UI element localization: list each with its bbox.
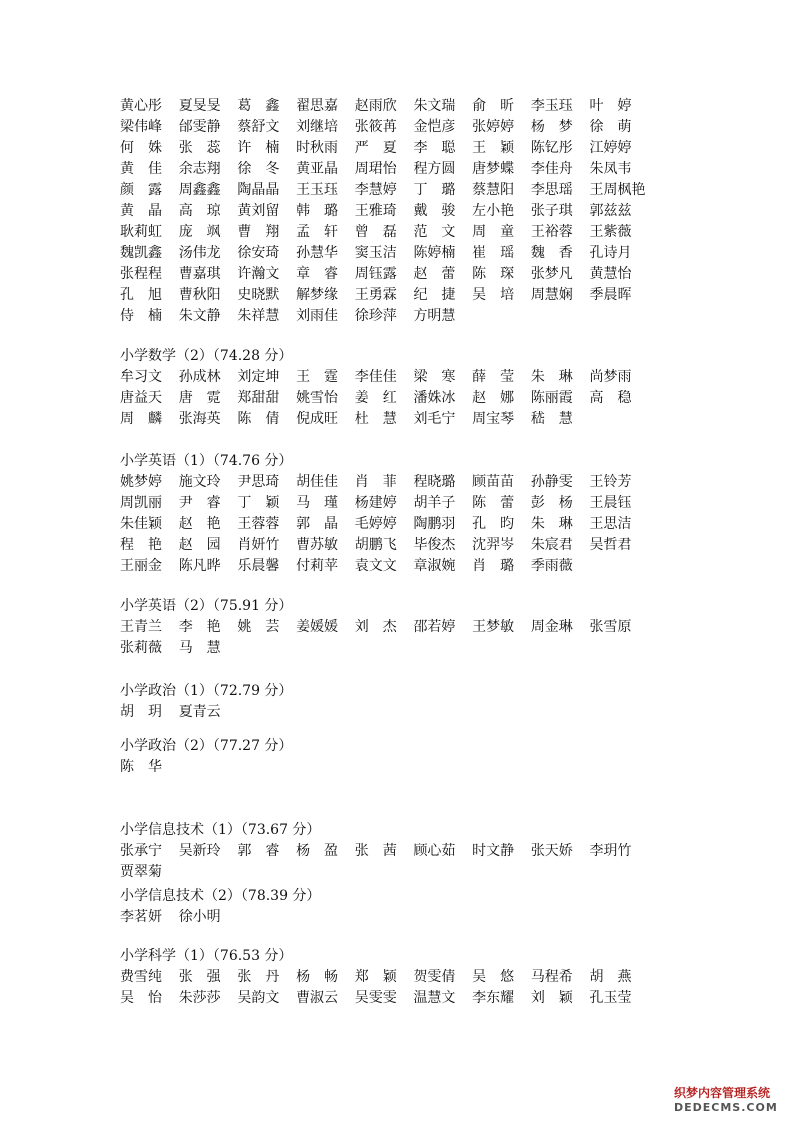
person-name: 朱祥慧 xyxy=(237,308,280,324)
name-row xyxy=(120,472,660,493)
person-name: 施文玲 xyxy=(178,474,221,490)
person-name: 周鑫鑫 xyxy=(178,182,221,198)
person-name: 吴哲君 xyxy=(589,537,632,553)
person-name: 严 夏 xyxy=(354,140,397,156)
person-name: 周 麟 xyxy=(120,411,162,427)
person-name: 吴 怡 xyxy=(120,990,162,1006)
person-name: 丁 颖 xyxy=(237,495,280,511)
name-row xyxy=(120,285,660,306)
person-name: 魏凯鑫 xyxy=(120,245,162,261)
person-name: 夏旻旻 xyxy=(178,98,221,114)
person-name: 王 霆 xyxy=(296,369,339,385)
person-name: 陶晶晶 xyxy=(237,182,280,198)
person-name: 陈婷楠 xyxy=(413,245,456,261)
person-name: 杜 慧 xyxy=(354,411,397,427)
person-name: 嵇 慧 xyxy=(530,411,573,427)
person-name: 王丽金 xyxy=(120,558,162,574)
person-name: 李佳佳 xyxy=(354,369,397,385)
person-name: 梁 寒 xyxy=(413,369,456,385)
person-name: 沈羿岑 xyxy=(472,537,515,553)
person-name: 赵 娜 xyxy=(472,390,515,406)
roster-section xyxy=(120,736,660,778)
roster-section xyxy=(120,820,660,883)
name-row xyxy=(120,159,660,180)
person-name: 顾心茹 xyxy=(413,843,456,859)
person-name: 程晓璐 xyxy=(413,474,456,490)
person-name: 郑甜甜 xyxy=(237,390,280,406)
person-name: 倪成旺 xyxy=(296,411,339,427)
person-name: 张 茜 xyxy=(354,843,397,859)
person-name: 肖 菲 xyxy=(354,474,397,490)
person-name: 高 稳 xyxy=(589,390,632,406)
person-name: 江婷婷 xyxy=(589,140,632,156)
person-name: 陈钇彤 xyxy=(530,140,573,156)
person-name: 蔡舒文 xyxy=(237,119,280,135)
person-name: 徐小明 xyxy=(178,909,221,925)
person-name: 朱佳颖 xyxy=(120,516,162,532)
person-name: 徐 萌 xyxy=(589,119,632,135)
person-name: 周钰露 xyxy=(354,266,397,282)
person-name: 潘姝冰 xyxy=(413,390,456,406)
person-name: 何 姝 xyxy=(120,140,162,156)
person-name: 孙慧华 xyxy=(296,245,339,261)
person-name: 孙静雯 xyxy=(530,474,573,490)
person-name: 左小艳 xyxy=(472,203,515,219)
roster-section xyxy=(120,96,660,327)
section-heading: 小学信息技术（2）（78.39 分） xyxy=(120,888,321,904)
person-name: 吴 培 xyxy=(472,287,515,303)
person-name: 张莉薇 xyxy=(120,640,162,656)
section-heading: 小学英语（1）（74.76 分） xyxy=(120,453,293,469)
person-name: 崔 瑶 xyxy=(472,245,515,261)
person-name: 胡 玥 xyxy=(120,704,162,720)
person-name: 刘定坤 xyxy=(237,369,280,385)
person-name: 张婷婷 xyxy=(472,119,515,135)
person-name: 时文静 xyxy=(472,843,515,859)
person-name: 王铃芳 xyxy=(589,474,632,490)
person-name: 余志翔 xyxy=(178,161,221,177)
person-name: 胡 燕 xyxy=(589,969,632,985)
person-name: 季晨晖 xyxy=(589,287,632,303)
person-name: 王晨钰 xyxy=(589,495,632,511)
person-name: 韩 璐 xyxy=(296,203,339,219)
person-name: 温慧文 xyxy=(413,990,456,1006)
person-name: 马 瑾 xyxy=(296,495,339,511)
person-name: 王青兰 xyxy=(120,619,162,635)
person-name: 黄 佳 xyxy=(120,161,162,177)
person-name: 郭 睿 xyxy=(237,843,280,859)
person-name: 耿莉虹 xyxy=(120,224,162,240)
person-name: 袁文文 xyxy=(354,558,397,574)
name-row xyxy=(120,493,660,514)
person-name: 郭 晶 xyxy=(296,516,339,532)
person-name: 陶鹏羽 xyxy=(413,516,456,532)
person-name: 邵若婷 xyxy=(413,619,456,635)
person-name: 黄 晶 xyxy=(120,203,162,219)
person-name: 解梦缘 xyxy=(296,287,339,303)
person-name: 李茗妍 xyxy=(120,909,162,925)
name-row xyxy=(120,243,660,264)
person-name: 颜 露 xyxy=(120,182,162,198)
person-name: 王 颖 xyxy=(472,140,515,156)
person-name: 陈 琛 xyxy=(472,266,515,282)
name-row xyxy=(120,264,660,285)
person-name: 俞 昕 xyxy=(472,98,515,114)
name-row xyxy=(120,757,660,778)
person-name: 毛婷婷 xyxy=(354,516,397,532)
person-name: 赵雨欣 xyxy=(354,98,397,114)
person-name: 姚梦婷 xyxy=(120,474,162,490)
person-name: 吴雯雯 xyxy=(354,990,397,1006)
person-name: 高 琼 xyxy=(178,203,221,219)
person-name: 胡羊子 xyxy=(413,495,456,511)
person-name: 刘毛宁 xyxy=(413,411,456,427)
person-name: 姚 芸 xyxy=(237,619,280,635)
person-name: 曹 翔 xyxy=(237,224,280,240)
person-name: 陈 华 xyxy=(120,759,162,775)
person-name: 孟 轩 xyxy=(296,224,339,240)
person-name: 徐 冬 xyxy=(237,161,280,177)
section-heading: 小学科学（1）（76.53 分） xyxy=(120,948,293,964)
name-row xyxy=(120,988,660,1009)
person-name: 尹思琦 xyxy=(237,474,280,490)
person-name: 黄慧怡 xyxy=(589,266,632,282)
person-name: 贾翠菊 xyxy=(120,864,162,880)
person-name: 朱莎莎 xyxy=(178,990,221,1006)
person-name: 陈 倩 xyxy=(237,411,280,427)
name-row xyxy=(120,388,660,409)
person-name: 丁 璐 xyxy=(413,182,456,198)
person-name: 郑 颖 xyxy=(354,969,397,985)
person-name: 魏 香 xyxy=(530,245,573,261)
person-name: 陈 蕾 xyxy=(472,495,515,511)
person-name: 孔诗月 xyxy=(589,245,632,261)
person-name: 赵 艳 xyxy=(178,516,221,532)
name-row xyxy=(120,702,660,723)
person-name: 姜媛媛 xyxy=(296,619,339,635)
person-name: 尹 睿 xyxy=(178,495,221,511)
person-name: 姜 红 xyxy=(354,390,397,406)
person-name: 程方圆 xyxy=(413,161,456,177)
person-name: 肖 璐 xyxy=(472,558,515,574)
section-heading: 小学数学（2）（74.28 分） xyxy=(120,348,293,364)
person-name: 唐梦蝶 xyxy=(472,161,515,177)
person-name: 马 慧 xyxy=(178,640,221,656)
person-name: 张 强 xyxy=(178,969,221,985)
person-name: 章 睿 xyxy=(296,266,339,282)
person-name: 乐晨馨 xyxy=(237,558,280,574)
person-name: 纪 捷 xyxy=(413,287,456,303)
name-row xyxy=(120,862,660,883)
person-name: 陈凡晔 xyxy=(178,558,221,574)
person-name: 张梦凡 xyxy=(530,266,573,282)
person-name: 顾苗苗 xyxy=(472,474,515,490)
name-row xyxy=(120,96,660,117)
person-name: 唐 霓 xyxy=(178,390,221,406)
person-name: 张子琪 xyxy=(530,203,573,219)
person-name: 许 楠 xyxy=(237,140,280,156)
roster-section xyxy=(120,886,660,928)
person-name: 汤伟龙 xyxy=(178,245,221,261)
person-name: 庞 飒 xyxy=(178,224,221,240)
person-name: 肖妍竹 xyxy=(237,537,280,553)
name-row xyxy=(120,117,660,138)
person-name: 李 聪 xyxy=(413,140,456,156)
person-name: 赵 蕾 xyxy=(413,266,456,282)
person-name: 杨 盈 xyxy=(296,843,339,859)
person-name: 黄亚晶 xyxy=(296,161,339,177)
roster-section xyxy=(120,681,660,723)
person-name: 孙成林 xyxy=(178,369,221,385)
person-name: 彭 杨 xyxy=(530,495,573,511)
person-name: 张海英 xyxy=(178,411,221,427)
name-row xyxy=(120,841,660,862)
person-name: 李 艳 xyxy=(178,619,221,635)
name-row xyxy=(120,180,660,201)
person-name: 杨 畅 xyxy=(296,969,339,985)
person-name: 邰雯静 xyxy=(178,119,221,135)
name-row xyxy=(120,222,660,243)
person-name: 王勇霖 xyxy=(354,287,397,303)
person-name: 陈丽霞 xyxy=(530,390,573,406)
person-name: 刘雨佳 xyxy=(296,308,339,324)
person-name: 李玉珏 xyxy=(530,98,573,114)
person-name: 周金琳 xyxy=(530,619,573,635)
person-name: 孔玉莹 xyxy=(589,990,632,1006)
person-name: 翟思嘉 xyxy=(296,98,339,114)
person-name: 吴 悠 xyxy=(472,969,515,985)
person-name: 贺雯倩 xyxy=(413,969,456,985)
name-row xyxy=(120,201,660,222)
person-name: 郭兹兹 xyxy=(589,203,632,219)
person-name: 张 蕊 xyxy=(178,140,221,156)
person-name: 黄心彤 xyxy=(120,98,162,114)
person-name: 尚梦雨 xyxy=(589,369,632,385)
name-row xyxy=(120,535,660,556)
person-name: 胡鹏飞 xyxy=(354,537,397,553)
name-row xyxy=(120,907,660,928)
person-name: 姚雪怡 xyxy=(296,390,339,406)
person-name: 葛 鑫 xyxy=(237,98,280,114)
person-name: 徐珍萍 xyxy=(354,308,397,324)
person-name: 朱凤韦 xyxy=(589,161,632,177)
name-row xyxy=(120,367,660,388)
person-name: 胡佳佳 xyxy=(296,474,339,490)
person-name: 薛 莹 xyxy=(472,369,515,385)
name-row xyxy=(120,617,660,638)
section-heading: 小学英语（2）（75.91 分） xyxy=(120,598,293,614)
name-row xyxy=(120,306,660,327)
person-name: 孔 昀 xyxy=(472,516,515,532)
person-name: 侍 楠 xyxy=(120,308,162,324)
roster-section xyxy=(120,346,660,430)
person-name: 王紫薇 xyxy=(589,224,632,240)
name-row xyxy=(120,556,660,577)
person-name: 方明慧 xyxy=(413,308,456,324)
name-row xyxy=(120,409,660,430)
person-name: 史晓默 xyxy=(237,287,280,303)
person-name: 李思瑶 xyxy=(530,182,573,198)
section-heading: 小学信息技术（1）（73.67 分） xyxy=(120,822,321,838)
person-name: 刘继培 xyxy=(296,119,339,135)
person-name: 黄刘留 xyxy=(237,203,280,219)
person-name: 张程程 xyxy=(120,266,162,282)
person-name: 曹秋阳 xyxy=(178,287,221,303)
person-name: 费雪纯 xyxy=(120,969,162,985)
watermark-url: DEDECMS.COM xyxy=(674,1101,778,1114)
person-name: 朱文静 xyxy=(178,308,221,324)
name-row xyxy=(120,638,660,659)
roster-section xyxy=(120,946,660,1009)
person-name: 周宝琴 xyxy=(472,411,515,427)
person-name: 叶 婷 xyxy=(589,98,632,114)
person-name: 章淑婉 xyxy=(413,558,456,574)
person-name: 朱宸君 xyxy=(530,537,573,553)
person-name: 王雅琦 xyxy=(354,203,397,219)
name-row xyxy=(120,514,660,535)
person-name: 周凯丽 xyxy=(120,495,162,511)
person-name: 张筱苒 xyxy=(354,119,397,135)
person-name: 李慧婷 xyxy=(354,182,397,198)
person-name: 王裕蓉 xyxy=(530,224,573,240)
person-name: 徐安琦 xyxy=(237,245,280,261)
person-name: 王思洁 xyxy=(589,516,632,532)
person-name: 王梦敏 xyxy=(472,619,515,635)
person-name: 王玉珏 xyxy=(296,182,339,198)
person-name: 张天娇 xyxy=(530,843,573,859)
person-name: 窦玉洁 xyxy=(354,245,397,261)
section-heading: 小学政治（2）（77.27 分） xyxy=(120,738,293,754)
person-name: 周珺怡 xyxy=(354,161,397,177)
person-name: 刘 颖 xyxy=(530,990,573,1006)
person-name: 张承宁 xyxy=(120,843,162,859)
person-name: 毕俊杰 xyxy=(413,537,456,553)
person-name: 曹嘉琪 xyxy=(178,266,221,282)
dedecms-watermark xyxy=(674,1086,786,1116)
person-name: 金恺彦 xyxy=(413,119,456,135)
person-name: 吴新玲 xyxy=(178,843,221,859)
person-name: 戴 骏 xyxy=(413,203,456,219)
person-name: 曾 磊 xyxy=(354,224,397,240)
person-name: 夏青云 xyxy=(178,704,221,720)
watermark-title: 织梦内容管理系统 xyxy=(674,1086,771,1100)
person-name: 刘 杰 xyxy=(354,619,397,635)
name-row xyxy=(120,967,660,988)
person-name: 王蓉蓉 xyxy=(237,516,280,532)
person-name: 牟习文 xyxy=(120,369,162,385)
person-name: 朱文瑞 xyxy=(413,98,456,114)
person-name: 杨 梦 xyxy=(530,119,573,135)
person-name: 曹淑云 xyxy=(296,990,339,1006)
name-row xyxy=(120,138,660,159)
person-name: 季雨薇 xyxy=(530,558,573,574)
person-name: 周 童 xyxy=(472,224,515,240)
person-name: 张 丹 xyxy=(237,969,280,985)
person-name: 李佳舟 xyxy=(530,161,573,177)
person-name: 李玥竹 xyxy=(589,843,632,859)
person-name: 孔 旭 xyxy=(120,287,162,303)
person-name: 朱 琳 xyxy=(530,369,573,385)
person-name: 王周枫艳 xyxy=(589,182,646,198)
person-name: 李东耀 xyxy=(472,990,515,1006)
person-name: 曹苏敏 xyxy=(296,537,339,553)
roster-section xyxy=(120,596,660,659)
person-name: 吴韵文 xyxy=(237,990,280,1006)
person-name: 朱 琳 xyxy=(530,516,573,532)
person-name: 张雪原 xyxy=(589,619,632,635)
person-name: 马程希 xyxy=(530,969,573,985)
person-name: 时秋雨 xyxy=(296,140,339,156)
section-heading: 小学政治（1）（72.79 分） xyxy=(120,683,293,699)
person-name: 杨建婷 xyxy=(354,495,397,511)
person-name: 唐益天 xyxy=(120,390,162,406)
person-name: 程 艳 xyxy=(120,537,162,553)
person-name: 许瀚文 xyxy=(237,266,280,282)
person-name: 蔡慧阳 xyxy=(472,182,515,198)
roster-section xyxy=(120,451,660,577)
person-name: 付莉苹 xyxy=(296,558,339,574)
person-name: 周慧娴 xyxy=(530,287,573,303)
person-name: 赵 园 xyxy=(178,537,221,553)
person-name: 范 文 xyxy=(413,224,456,240)
person-name: 梁伟峰 xyxy=(120,119,162,135)
